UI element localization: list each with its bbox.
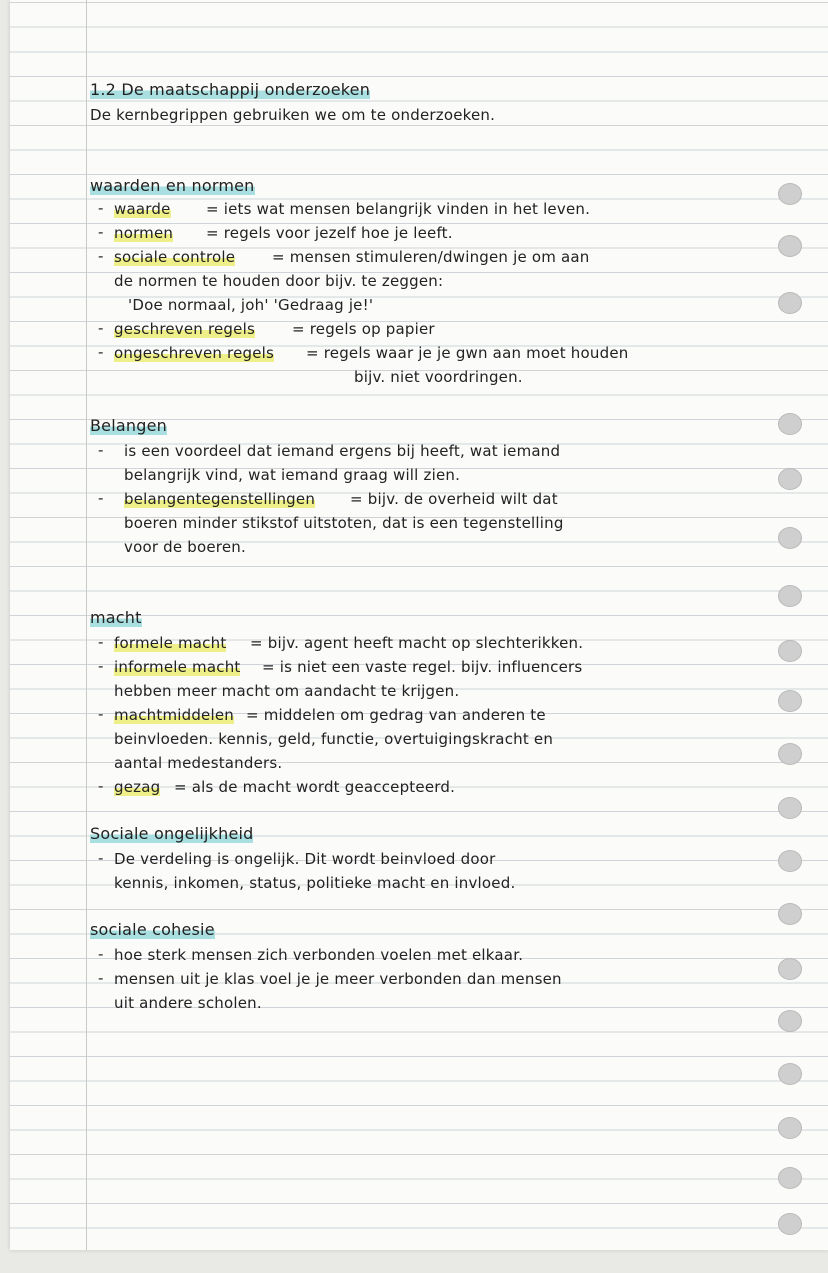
definition-informele-macht: = is niet een vaste regel. bijv. influencers: [262, 658, 583, 676]
definition-continued: boeren minder stikstof uitstoten, dat is een tegenstelling: [124, 514, 564, 532]
term-formele-macht: formele macht: [114, 634, 227, 652]
definition-continued: 'Doe normaal, joh' 'Gedraag je!': [128, 296, 374, 314]
notebook-page: [10, 0, 828, 1250]
cohesie-definition: hoe sterk mensen zich verbonden voelen met elkaar.: [114, 946, 524, 964]
dash-bullet: -: [98, 657, 104, 675]
belangen-definition-continued: belangrijk vind, wat iemand graag will zien.: [124, 466, 461, 484]
definition-belangentegenstellingen: = bijv. de overheid wilt dat: [350, 490, 558, 508]
definition-continued: bijv. niet voordringen.: [354, 368, 523, 386]
belangen-definition: is een voordeel dat iemand ergens bij heeft, wat iemand: [124, 442, 561, 460]
page-subtitle: De kernbegrippen gebruiken we om te onderzoeken.: [90, 106, 496, 124]
term-ongeschreven-regels: ongeschreven regels: [114, 344, 275, 362]
term-belangentegenstellingen: belangentegenstellingen: [124, 490, 316, 508]
term-geschreven-regels: geschreven regels: [114, 320, 255, 338]
section-heading-cohesie: sociale cohesie: [90, 920, 215, 939]
term-informele-macht: informele macht: [114, 658, 241, 676]
dash-bullet: -: [98, 319, 104, 337]
cohesie-example-continued: uit andere scholen.: [114, 994, 262, 1012]
term-waarde: waarde: [114, 200, 171, 218]
section-heading-waarden: waarden en normen: [90, 176, 255, 195]
definition-continued: hebben meer macht om aandacht te krijgen.: [114, 682, 460, 700]
definition-continued: beinvloeden. kennis, geld, functie, overtuigingskracht en: [114, 730, 554, 748]
section-heading-macht: macht: [90, 608, 142, 627]
dash-bullet: -: [98, 223, 104, 241]
dash-bullet: -: [98, 489, 104, 507]
dash-bullet: -: [98, 969, 104, 987]
dash-bullet: -: [98, 849, 104, 867]
term-machtmiddelen: machtmiddelen: [114, 706, 234, 724]
section-heading-ongelijkheid: Sociale ongelijkheid: [90, 824, 254, 843]
dash-bullet: -: [98, 343, 104, 361]
page-title: 1.2 De maatschappij onderzoeken: [90, 80, 371, 99]
dash-bullet: -: [98, 777, 104, 795]
term-normen: normen: [114, 224, 174, 242]
dash-bullet: -: [98, 945, 104, 963]
definition-ongeschreven-regels: = regels waar je je gwn aan moet houden: [306, 344, 629, 362]
definition-sociale-controle: = mensen stimuleren/dwingen je om aan: [272, 248, 590, 266]
ongelijkheid-definition: De verdeling is ongelijk. Dit wordt beinvloed door: [114, 850, 496, 868]
definition-normen: = regels voor jezelf hoe je leeft.: [206, 224, 453, 242]
term-sociale-controle: sociale controle: [114, 248, 236, 266]
dash-bullet: -: [98, 705, 104, 723]
dash-bullet: -: [98, 247, 104, 265]
definition-gezag: = als de macht wordt geaccepteerd.: [174, 778, 456, 796]
section-heading-belangen: Belangen: [90, 416, 167, 435]
definition-waarde: = iets wat mensen belangrijk vinden in het leven.: [206, 200, 591, 218]
definition-continued: voor de boeren.: [124, 538, 246, 556]
definition-continued: aantal medestanders.: [114, 754, 283, 772]
dash-bullet: -: [98, 441, 104, 459]
term-gezag: gezag: [114, 778, 161, 796]
definition-continued: de normen te houden door bijv. te zeggen:: [114, 272, 444, 290]
dash-bullet: -: [98, 633, 104, 651]
dash-bullet: -: [98, 199, 104, 217]
ongelijkheid-definition-continued: kennis, inkomen, status, politieke macht en invloed.: [114, 874, 516, 892]
definition-geschreven-regels: = regels op papier: [292, 320, 435, 338]
cohesie-example: mensen uit je klas voel je je meer verbonden dan mensen: [114, 970, 562, 988]
definition-machtmiddelen: = middelen om gedrag van anderen te: [246, 706, 546, 724]
definition-formele-macht: = bijv. agent heeft macht op slechterikken.: [250, 634, 584, 652]
